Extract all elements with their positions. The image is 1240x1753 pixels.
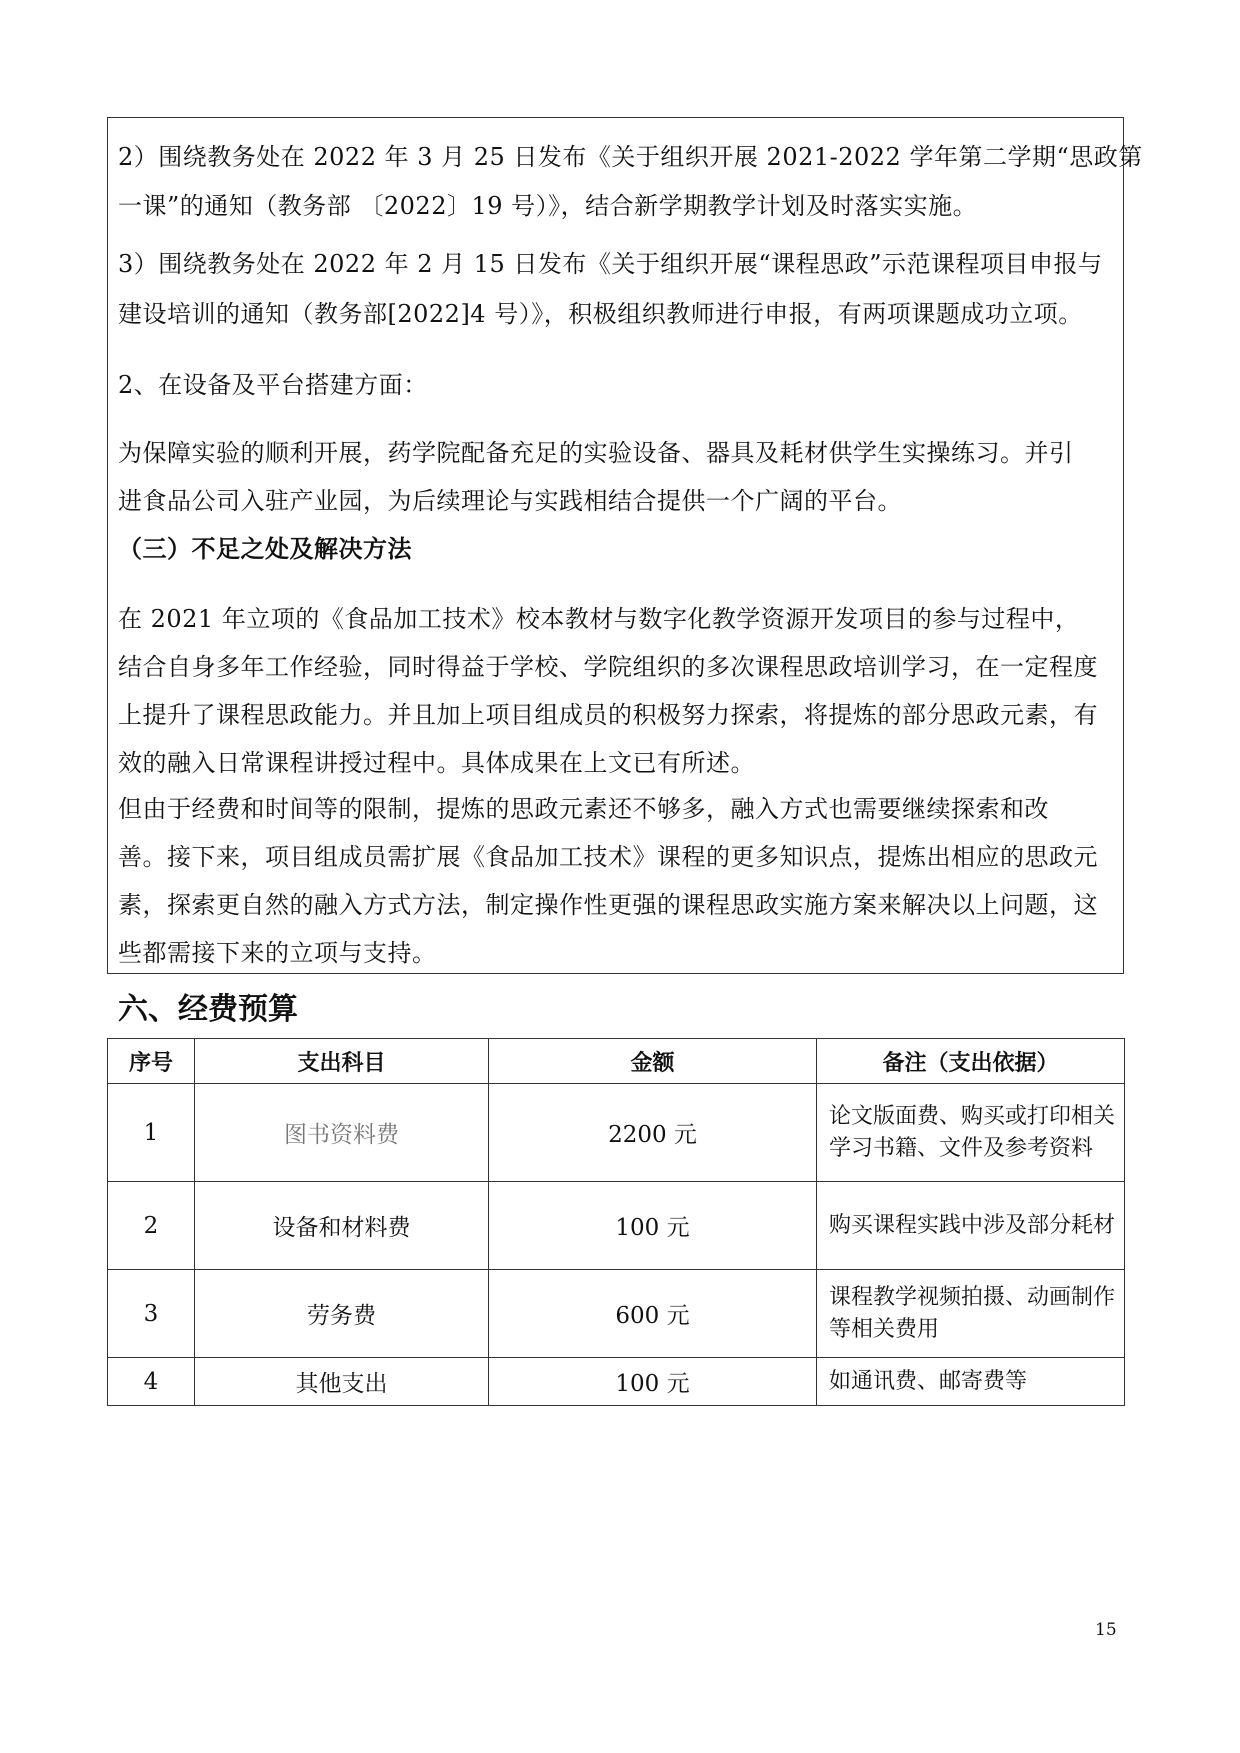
table-row (108, 1358, 1125, 1406)
paragraph-line: 在 2021 年立项的《食品加工技术》校本教材与数字化教学资源开发项目的参与过程中， (118, 605, 1080, 633)
budget-title: 六、经费预算 (118, 992, 298, 1027)
table-row (108, 1270, 1125, 1358)
paragraph-line: 一课”的通知（教务部 〔2022〕19 号）》，结合新学期教学计划及时落实实施。 (118, 192, 978, 220)
paragraph-line: 进食品公司入驻产业园，为后续理论与实践相结合提供一个广阔的平台。 (118, 487, 902, 515)
row-subject: 其他支出 (195, 1358, 489, 1406)
paragraph-line: 效的融入日常课程讲授过程中。具体成果在上文已有所述。 (118, 749, 755, 777)
page-number: 15 (1095, 1620, 1117, 1640)
header-note: 备注（支出依据） (817, 1039, 1125, 1084)
row-note: 购买课程实践中涉及部分耗材 (817, 1182, 1125, 1270)
budget-table (107, 1038, 1125, 1406)
subsection-heading: 2、在设备及平台搭建方面： (118, 371, 428, 399)
row-note: 如通讯费、邮寄费等 (817, 1358, 1125, 1406)
row-no: 4 (108, 1358, 195, 1406)
row-note: 论文版面费、购买或打印相关学习书籍、文件及参考资料 (817, 1084, 1125, 1182)
table-header-row (108, 1039, 1125, 1084)
row-note: 课程教学视频拍摄、动画制作等相关费用 (817, 1270, 1125, 1358)
row-no: 3 (108, 1270, 195, 1358)
row-subject: 劳务费 (195, 1270, 489, 1358)
header-amount: 金额 (489, 1039, 817, 1084)
row-amount: 100 元 (489, 1182, 817, 1270)
row-subject: 设备和材料费 (195, 1182, 489, 1270)
paragraph-line: 上提升了课程思政能力。并且加上项目组成员的积极努力探索，将提炼的部分思政元素，有 (118, 701, 1098, 729)
paragraph-line: 善。接下来，项目组成员需扩展《食品加工技术》课程的更多知识点，提炼出相应的思政元 (118, 843, 1098, 871)
paragraph-line: 些都需接下来的立项与支持。 (118, 939, 437, 967)
row-amount: 600 元 (489, 1270, 817, 1358)
paragraph-line: 建设培训的通知（教务部[2022]4 号）》，积极组织教师进行申报，有两项课题成功立项。 (118, 300, 1083, 328)
row-no: 2 (108, 1182, 195, 1270)
row-subject: 图书资料费 (195, 1084, 489, 1182)
paragraph-line: 素，探索更自然的融入方式方法，制定操作性更强的课程思政实施方案来解决以上问题，这 (118, 891, 1098, 919)
paragraph-line: 但由于经费和时间等的限制，提炼的思政元素还不够多，融入方式也需要继续探索和改 (118, 795, 1049, 823)
header-subject: 支出科目 (195, 1039, 489, 1084)
paragraph-line: 结合自身多年工作经验，同时得益于学校、学院组织的多次课程思政培训学习，在一定程度 (118, 653, 1098, 681)
table-row (108, 1084, 1125, 1182)
row-amount: 2200 元 (489, 1084, 817, 1182)
table-row (108, 1182, 1125, 1270)
paragraph-line: 2）围绕教务处在 2022 年 3 月 25 日发布《关于组织开展 2021-2022 学年第二学期“思政第 (118, 143, 1143, 171)
paragraph-line: 为保障实验的顺利开展，药学院配备充足的实验设备、器具及耗材供学生实操练习。并引 (118, 439, 1074, 467)
row-no: 1 (108, 1084, 195, 1182)
section-heading: （三）不足之处及解决方法 (118, 534, 412, 563)
paragraph-line: 3）围绕教务处在 2022 年 2 月 15 日发布《关于组织开展“课程思政”示范课程项目申报与 (118, 250, 1103, 278)
header-no: 序号 (108, 1039, 195, 1084)
row-amount: 100 元 (489, 1358, 817, 1406)
